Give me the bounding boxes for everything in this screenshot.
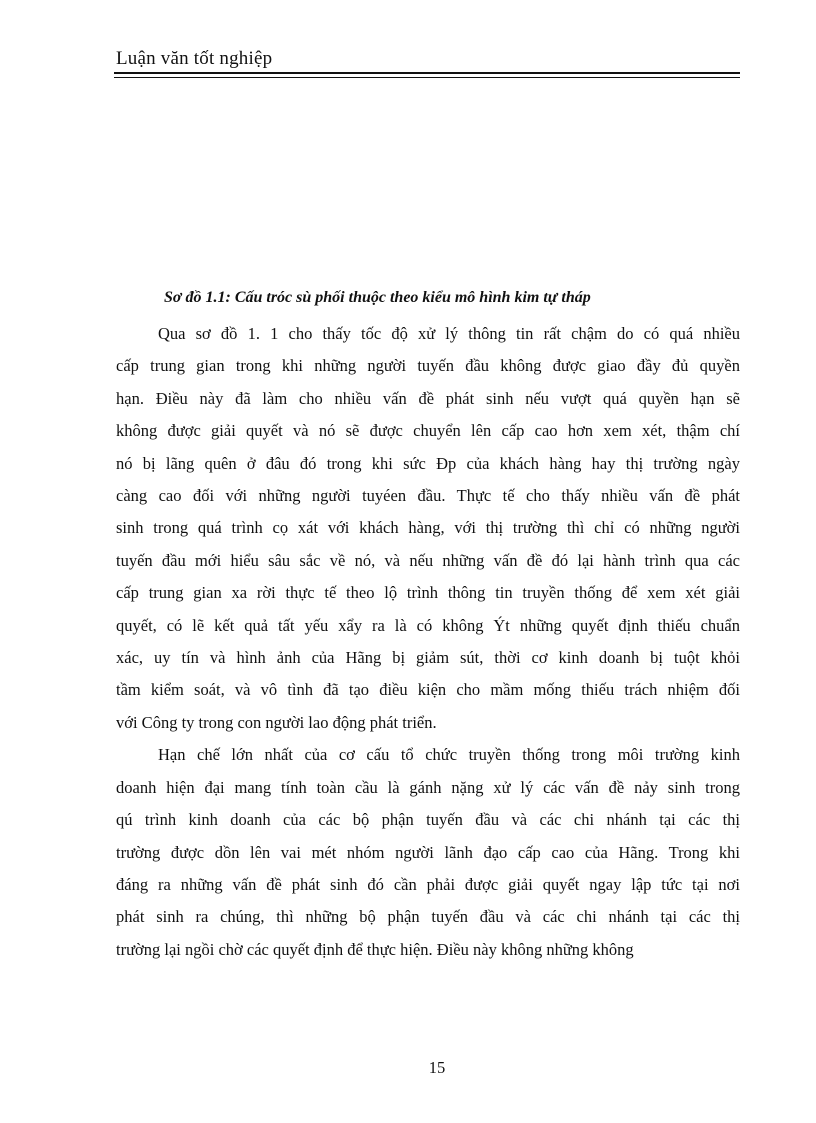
text-line: với Công ty trong con người lao động phát triển. xyxy=(116,712,437,732)
text-line: Qua sơ đồ 1. 1 cho thấy tốc độ xử lý thông tin rất chậm do có quá nhiều xyxy=(158,324,740,343)
text-line: xác, uy tín và hình ảnh của Hãng bị giảm sút, thời cơ kinh doanh bị tuột khỏi xyxy=(116,648,740,668)
text-line: hạn. Điều này đã làm cho nhiều vấn đề phát sinh nếu vượt quá quyền hạn sẽ xyxy=(116,388,740,408)
text-line: doanh hiện đại mang tính toàn cầu là gánh nặng xử lý các vấn đề nảy sinh trong xyxy=(116,777,740,797)
text-line: tuyến đầu mới hiểu sâu sắc về nó, và nếu những vấn đề đó lại hành trình qua các xyxy=(116,550,740,570)
page-header-title: Luận văn tốt nghiệp xyxy=(116,48,273,69)
page-number: 15 xyxy=(428,1058,446,1077)
text-line: nó bị lãng quên ở đâu đó trong khi sức Ðp của khách hàng hay thị trường ngày xyxy=(116,453,740,473)
text-line: cấp trung gian trong khi những người tuyến đầu không được giao đầy đủ quyền xyxy=(116,356,740,376)
text-line: không được giải quyết và nó sẽ được chuyển lên cấp cao hơn xem xét, thậm chí xyxy=(116,421,740,441)
text-line: càng cao đối với những người tuyéen đầu. Thực tế cho thấy nhiều vấn đề phát xyxy=(116,486,740,506)
text-line: sinh trong quá trình cọ xát với khách hàng, với thị trường thì chỉ có những người xyxy=(116,518,740,538)
header-rule-thin xyxy=(114,77,740,78)
text-line: tầm kiểm soát, và vô tình đã tạo điều kiện cho mầm mống thiếu trách nhiệm đối xyxy=(116,680,740,700)
text-line: trường lại ngồi chờ các quyết định để thực hiện. Điều này không những không xyxy=(116,939,634,959)
text-line: phát sinh ra chúng, thì những bộ phận tuyến đầu và các chi nhánh tại các thị xyxy=(116,907,740,927)
body-text xyxy=(116,318,740,966)
text-line: Hạn chế lớn nhất của cơ cấu tổ chức truyền thống trong môi trường kinh xyxy=(158,745,740,765)
text-line: trường được dồn lên vai mét nhóm người lãnh đạo cấp cao của Hãng. Trong khi xyxy=(116,842,740,862)
paragraph-2 xyxy=(116,739,740,966)
figure-caption: Sơ đồ 1.1: Cấu tróc sù phối thuộc theo kiểu mô hình kim tự tháp xyxy=(164,289,591,306)
text-line: quyết, có lẽ kết quả tất yếu xẩy ra là có không Ýt những quyết định thiếu chuẩn xyxy=(116,615,740,635)
header-rule-thick xyxy=(114,72,740,74)
text-line: cấp trung gian xa rời thực tế theo lộ trình thông tin truyền thống để xem xét giải xyxy=(116,583,740,603)
text-line: qú trình kinh doanh của các bộ phận tuyến đầu và các chi nhánh tại các thị xyxy=(116,810,740,830)
paragraph-1 xyxy=(116,318,740,739)
text-line: đáng ra những vấn đề phát sinh đó cần phải được giải quyết ngay lập tức tại nơi xyxy=(116,874,740,894)
